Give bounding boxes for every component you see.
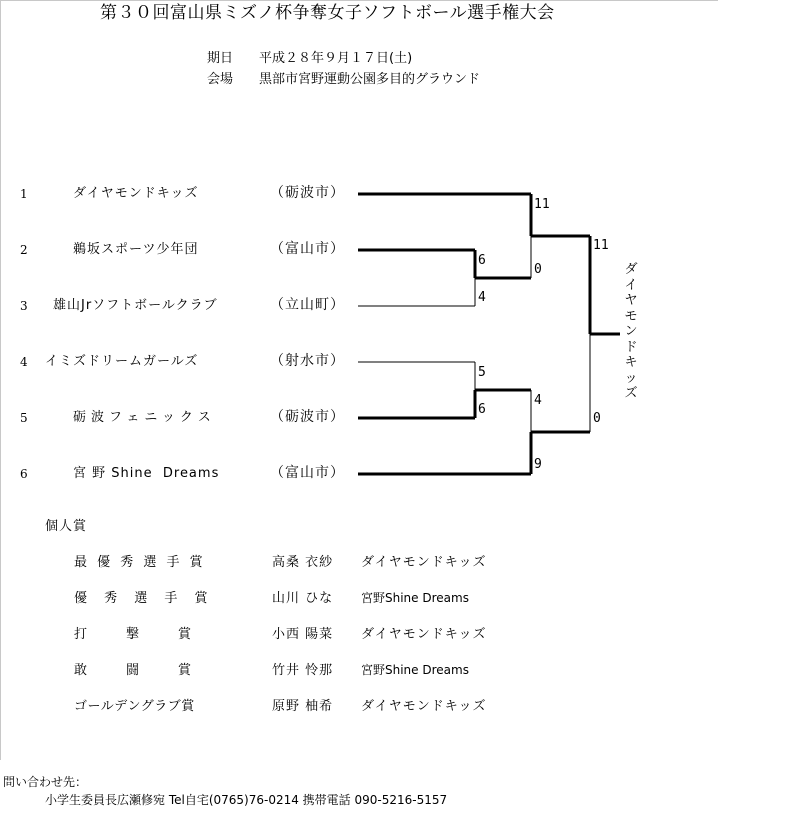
page-title: 第３０回富山県ミズノ杯争奪女子ソフトボール選手権大会	[100, 3, 555, 23]
team-name: イミズドリームガールズ	[45, 354, 199, 369]
award-title: ゴールデングラブ賞	[74, 699, 195, 714]
award-person: 山川 ひな	[272, 591, 334, 606]
score-sf1-team1: 11	[534, 197, 550, 212]
score-r1a-team3: 4	[478, 290, 486, 305]
date-label: 期日	[207, 51, 234, 66]
team-city: （立山町）	[270, 297, 345, 313]
award-title: 優 秀 選 手 賞	[74, 591, 208, 606]
score-r1b-team5: 6	[478, 402, 486, 417]
champion-name: ダイヤモンドキッズ	[624, 262, 638, 401]
award-title: 打 撃 賞	[74, 627, 192, 642]
score-final-bottom: 0	[593, 411, 601, 426]
team-seed: 2	[20, 243, 28, 257]
score-r1b-team4: 5	[478, 365, 486, 380]
venue-value: 黒部市宮野運動公園多目的グラウンド	[259, 72, 481, 87]
award-title: 最 優 秀 選 手 賞	[74, 555, 206, 570]
award-person: 小西 陽菜	[272, 627, 334, 642]
award-team: ダイヤモンドキッズ	[361, 627, 487, 642]
award-team: 宮野Shine Dreams	[361, 663, 469, 677]
contact-heading: 問い合わせ先：	[3, 775, 88, 789]
team-name: ダイヤモンドキッズ	[73, 186, 199, 201]
award-team: 宮野Shine Dreams	[361, 591, 469, 605]
team-seed: 3	[20, 299, 28, 313]
date-value: 平成２８年９月１７日(土)	[259, 51, 413, 66]
contact-line: 小学生委員長広瀬修宛 Tel自宅(0765)76-0214 携帯電話 090-5216-5157	[45, 793, 448, 807]
awards-heading: 個人賞	[45, 519, 88, 534]
team-name: 宮 野 Shine Dreams	[73, 466, 220, 481]
score-sf2-team6: 9	[534, 457, 542, 472]
team-city: （射水市）	[270, 353, 345, 369]
team-city: （富山市）	[270, 465, 345, 481]
award-title: 敢 闘 賞	[74, 663, 192, 678]
team-city: （砺波市）	[270, 185, 345, 201]
team-seed: 6	[20, 467, 28, 481]
award-person: 竹井 怜那	[272, 663, 334, 678]
award-person: 高桑 衣紗	[272, 555, 334, 570]
award-person: 原野 柚希	[272, 699, 334, 714]
team-name: 鵜坂スポーツ少年団	[73, 242, 199, 257]
team-city: （富山市）	[270, 241, 345, 257]
venue-label: 会場	[207, 72, 234, 87]
score-r1a-team2: 6	[478, 253, 486, 268]
team-seed: 4	[20, 355, 28, 369]
score-sf2-r1b: 4	[534, 393, 542, 408]
team-seed: 1	[20, 187, 28, 201]
team-seed: 5	[20, 411, 28, 425]
team-name: 砺波フェニックス	[73, 410, 216, 425]
team-city: （砺波市）	[270, 409, 345, 425]
score-final-top: 11	[593, 238, 609, 253]
award-team: ダイヤモンドキッズ	[361, 555, 487, 570]
award-team: ダイヤモンドキッズ	[361, 699, 487, 714]
team-name: 雄山Jrソフトボールクラブ	[53, 298, 218, 313]
score-sf1-r1a: 0	[534, 262, 542, 277]
